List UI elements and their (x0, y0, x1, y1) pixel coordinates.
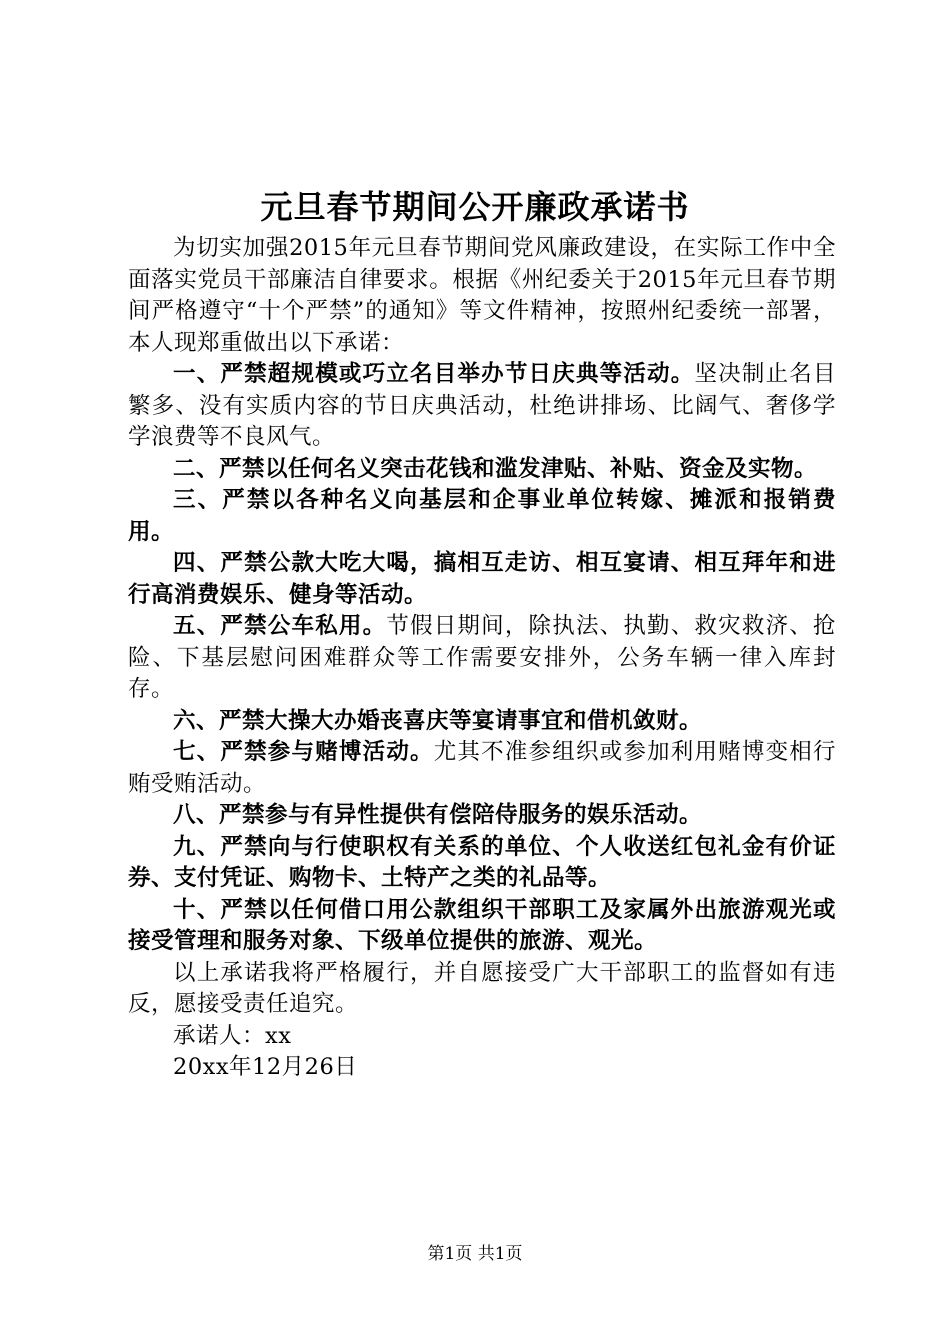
closing-paragraph: 以上承诺我将严格履行，并自愿接受广大干部职工的监督如有违反，愿接受责任追究。 (128, 959, 836, 1017)
intro-paragraph: 为切实加强2015年元旦春节期间党风廉政建设，在实际工作中全面落实党员干部廉洁自律要求。根据《州纪委关于2015年元旦春节期间严格遵守“十个严禁”的通知》等文件精神，按照州纪委统一部署，本人现郑重做出以下承诺： (128, 235, 836, 356)
page-footer: 第1页 共1页 (427, 1244, 523, 1264)
pledge-item-detail: 尤其不准参组织或参加利用赌博变相行贿受贿活动。 (128, 739, 836, 797)
pledge-item-lead: 五、严禁公车私用。 (173, 613, 387, 639)
pledge-item-6: 六、严禁大操大办婚丧喜庆等宴请事宜和借机敛财。 (173, 707, 703, 734)
document-title: 元旦春节期间公开廉政承诺书 (260, 188, 690, 226)
pledge-item-10: 十、严禁以任何借口用公款组织干部职工及家属外出旅游观光或接受管理和服务对象、下级单位提供的旅游、观光。 (128, 896, 836, 954)
pledge-item-4: 四、严禁公款大吃大喝，搞相互走访、相互宴请、相互拜年和进行高消费娱乐、健身等活动。 (128, 550, 836, 608)
signer-line: 承诺人：xx (173, 1022, 292, 1049)
pledge-item-1 (128, 359, 836, 454)
pledge-item-detail: 坚决制止名目繁多、没有实质内容的节日庆典活动，杜绝讲排场、比阔气、奢侈学学浪费等不良风气。 (128, 361, 836, 450)
pledge-item-3: 三、严禁以各种名义向基层和企事业单位转嫁、摊派和报销费用。 (128, 487, 836, 545)
pledge-item-7 (128, 737, 836, 800)
pledge-item-detail: 节假日期间，除执法、执勤、救灾救济、抢险、下基层慰问困难群众等工作需要安排外，公务车辆一律入库封存。 (128, 613, 836, 702)
pledge-item-5 (128, 611, 836, 706)
pledge-item-9: 九、严禁向与行使职权有关系的单位、个人收送红包礼金有价证券、支付凭证、购物卡、土特产之类的礼品等。 (128, 833, 836, 891)
date-line: 20xx年12月26日 (173, 1054, 358, 1080)
pledge-item-lead: 一、严禁超规模或巧立名目举办节日庆典等活动。 (173, 361, 695, 387)
document-body (128, 233, 836, 1084)
pledge-item-2: 二、严禁以任何名义突击花钱和滥发津贴、补贴、资金及实物。 (173, 455, 818, 482)
pledge-item-8: 八、严禁参与有异性提供有偿陪侍服务的娱乐活动。 (173, 802, 703, 828)
pledge-item-lead: 七、严禁参与赌博活动。 (173, 739, 434, 765)
